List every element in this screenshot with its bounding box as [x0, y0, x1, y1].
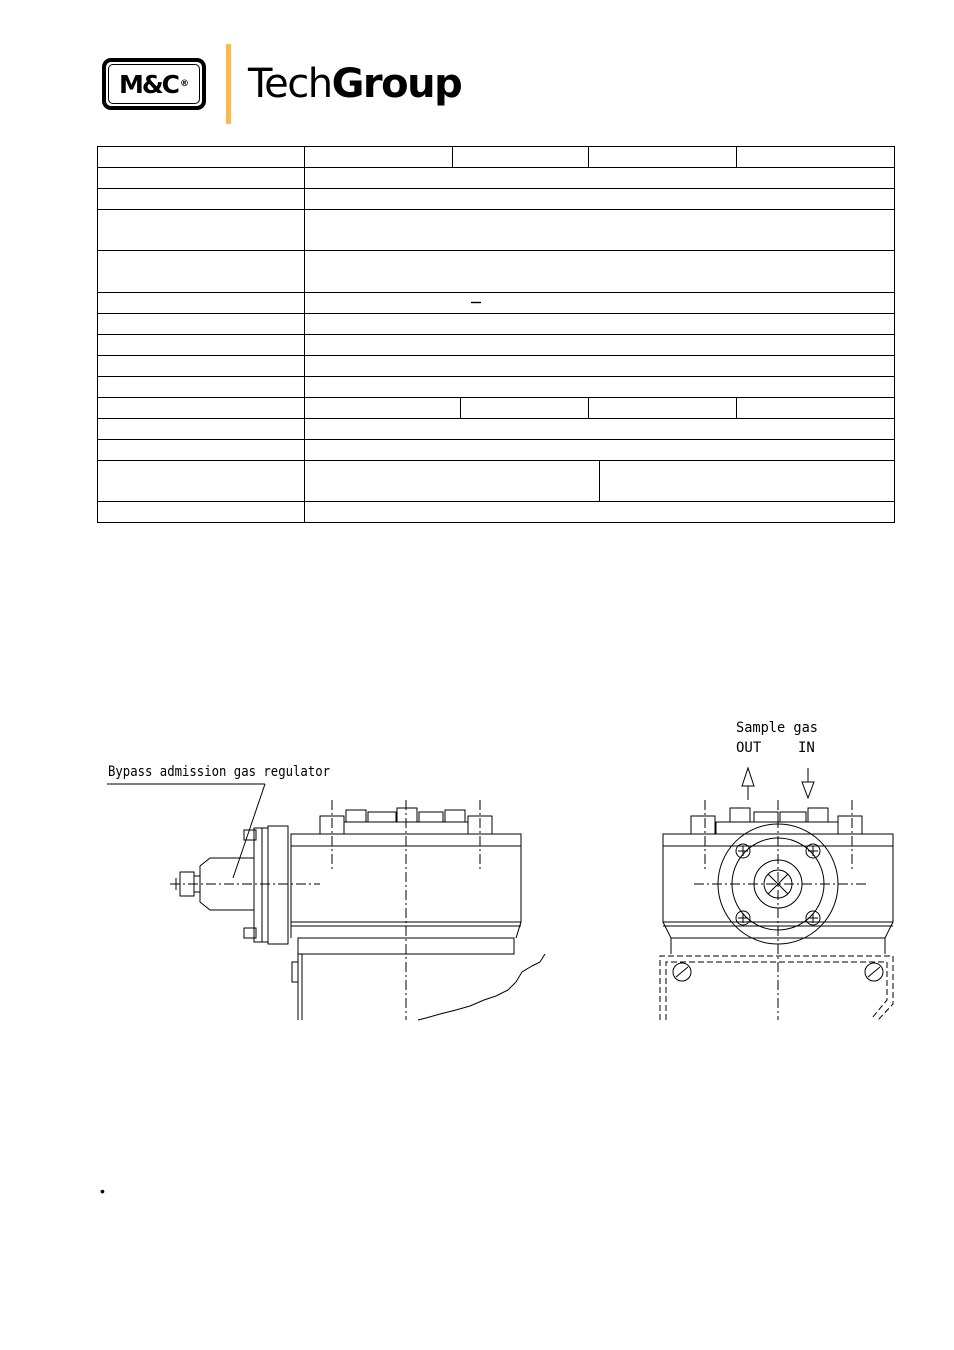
techgroup-wordmark [248, 62, 461, 106]
right-fitting-right [838, 816, 862, 834]
mc-logo-inner [108, 64, 200, 104]
callout-label: Bypass admission gas regulator [108, 764, 330, 780]
left-body-side [516, 922, 521, 938]
right-nut [808, 808, 828, 822]
company-logo [100, 44, 462, 126]
left-nut [368, 812, 396, 822]
right-nut [780, 812, 806, 822]
regulator-flange [268, 826, 288, 944]
bullet-point: • [100, 1183, 105, 1199]
sample-gas-label: Sample gas [736, 720, 818, 736]
left-nut [397, 808, 417, 822]
right-nut [730, 808, 750, 822]
left-stand-tab [292, 962, 298, 982]
out-label: OUT [736, 740, 762, 756]
in-arrow-head [802, 782, 814, 798]
break-line [418, 954, 545, 1020]
left-nut [445, 810, 465, 822]
regulator-flange-back [254, 828, 268, 942]
in-label: IN [798, 740, 815, 756]
right-nut [754, 812, 778, 822]
right-body-side [885, 922, 893, 938]
out-arrow-head [742, 768, 754, 786]
registered-mark: ® [180, 79, 190, 89]
logo-divider-bar [226, 44, 231, 124]
mc-logo-badge [102, 58, 206, 110]
specification-table [97, 146, 895, 523]
left-nut [346, 810, 366, 822]
technical-drawing [0, 700, 954, 1030]
right-body-side [663, 922, 671, 938]
lower-housing-inner [666, 962, 887, 1020]
callout-leader [233, 784, 265, 878]
mc-logo-text: M&C [118, 69, 179, 99]
wordmark-tech: Tech [248, 61, 332, 107]
wordmark-group: Group [331, 61, 462, 107]
lower-housing-outline [660, 956, 893, 1020]
left-nut [419, 812, 443, 822]
right-fitting-left [691, 816, 715, 834]
